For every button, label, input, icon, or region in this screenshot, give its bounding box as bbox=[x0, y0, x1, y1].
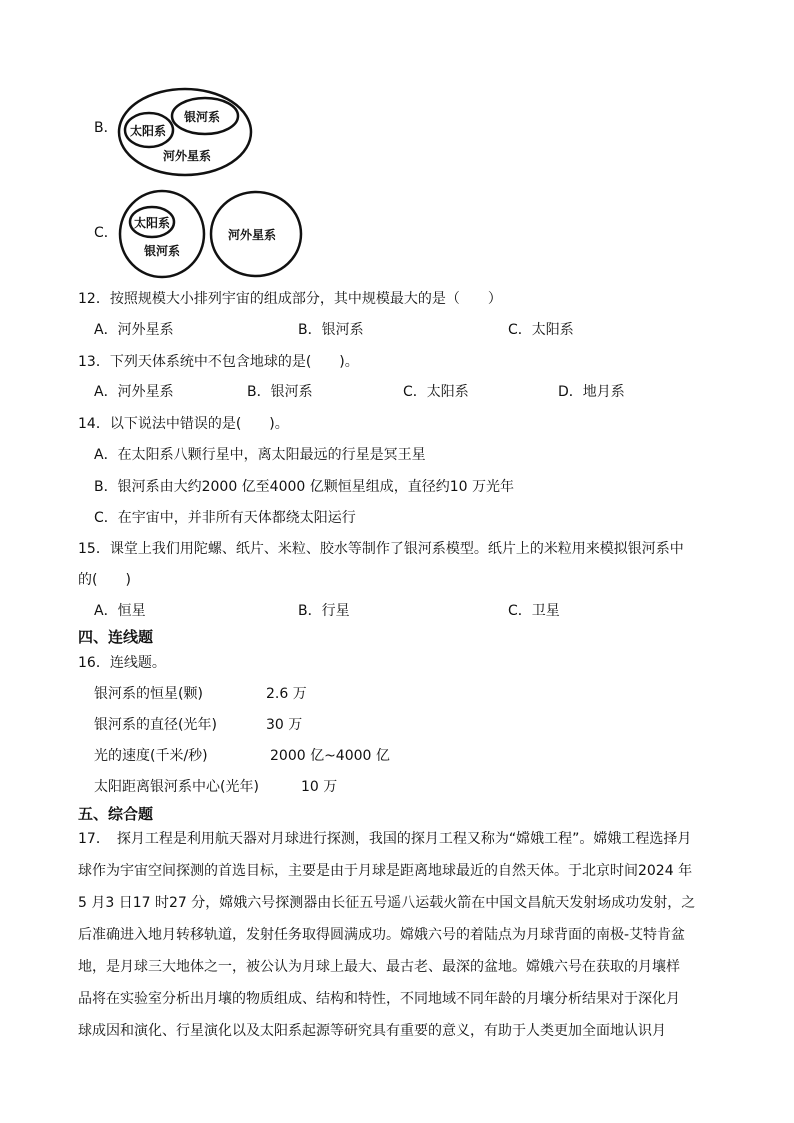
q13-option-b: B．银河系 bbox=[247, 384, 313, 400]
match-right-item: 30 万 bbox=[266, 717, 303, 733]
label-extragalactic: 河外星系 bbox=[228, 228, 277, 242]
label-extragalactic: 河外星系 bbox=[163, 149, 212, 163]
q17-line: 17． 探月工程是利用航天器对月球进行探测，我国的探月工程又称为“嫦娥工程”。嫦娥工程选择月 bbox=[78, 831, 692, 847]
section4-heading: 四、连线题 bbox=[78, 628, 154, 646]
q12-option-a: A．河外星系 bbox=[94, 322, 174, 338]
match-left-item: 银河系的直径(光年) bbox=[94, 717, 217, 733]
q13-option-d: D．地月系 bbox=[558, 384, 625, 400]
q15-option-b: B．行星 bbox=[298, 603, 350, 619]
option-b-letter: B． bbox=[94, 120, 118, 136]
q15-stem-line1: 15．课堂上我们用陀螺、纸片、米粒、胶水等制作了银河系模型。纸片上的米粒用来模拟银河系中 bbox=[78, 541, 684, 557]
q17-line: 球作为宇宙空间探测的首选目标，主要是由于月球是距离地球最近的自然天体。于北京时间2024 年 bbox=[78, 863, 693, 879]
match-left-item: 银河系的恒星(颗) bbox=[94, 686, 203, 702]
q13-option-c: C．太阳系 bbox=[403, 384, 469, 400]
q13-stem: 13．下列天体系统中不包含地球的是( )。 bbox=[78, 354, 359, 370]
q12-stem: 12．按照规模大小排列宇宙的组成部分，其中规模最大的是（ ） bbox=[78, 291, 502, 307]
option-c-letter: C． bbox=[94, 225, 118, 241]
q17-line: 品将在实验室分析出月壤的物质组成、结构和特性，不同地域不同年龄的月壤分析结果对于深化月 bbox=[78, 991, 680, 1007]
label-solar: 太阳系 bbox=[130, 124, 167, 138]
match-left-item: 太阳距离银河系中心(光年) bbox=[94, 779, 259, 795]
q14-option-c: C．在宇宙中，并非所有天体都绕太阳运行 bbox=[94, 510, 356, 526]
q17-line: 后准确进入地月转移轨道，发射任务取得圆满成功。嫦娥六号的着陆点为月球背面的南极-艾特肯盆 bbox=[78, 927, 686, 943]
option-c-diagram bbox=[118, 188, 304, 282]
match-right-item: 2000 亿~4000 亿 bbox=[270, 748, 390, 764]
option-b-diagram bbox=[116, 86, 256, 178]
q12-option-b: B．银河系 bbox=[298, 322, 364, 338]
match-left-item: 光的速度(千米/秒) bbox=[94, 748, 208, 764]
q15-stem-line2: 的( ) bbox=[78, 572, 131, 588]
q14-stem: 14．以下说法中错误的是( )。 bbox=[78, 416, 289, 432]
q14-option-b: B．银河系由大约2000 亿至4000 亿颗恒星组成，直径约10 万光年 bbox=[94, 479, 515, 495]
q15-option-c: C．卫星 bbox=[508, 603, 560, 619]
q13-option-a: A．河外星系 bbox=[94, 384, 174, 400]
q17-line: 5 月3 日17 时27 分，嫦娥六号探测器由长征五号遥八运载火箭在中国文昌航天发射场成功发射，之 bbox=[78, 895, 696, 911]
label-solar: 太阳系 bbox=[134, 216, 171, 230]
q17-line: 球成因和演化、行星演化以及太阳系起源等研究具有重要的意义，有助于人类更加全面地认识月 bbox=[78, 1023, 666, 1039]
match-right-item: 10 万 bbox=[301, 779, 338, 795]
q15-option-a: A．恒星 bbox=[94, 603, 146, 619]
match-right-item: 2.6 万 bbox=[266, 686, 307, 702]
label-galaxy: 银河系 bbox=[144, 244, 181, 258]
q16-stem: 16．连线题。 bbox=[78, 655, 166, 671]
q12-option-c: C．太阳系 bbox=[508, 322, 574, 338]
label-galaxy: 银河系 bbox=[184, 110, 221, 124]
section5-heading: 五、综合题 bbox=[78, 805, 154, 823]
q14-option-a: A．在太阳系八颗行星中，离太阳最远的行星是冥王星 bbox=[94, 447, 426, 463]
q17-line: 地，是月球三大地体之一，被公认为月球上最大、最古老、最深的盆地。嫦娥六号在获取的月壤样 bbox=[78, 959, 680, 975]
galaxy-circle bbox=[120, 191, 204, 277]
